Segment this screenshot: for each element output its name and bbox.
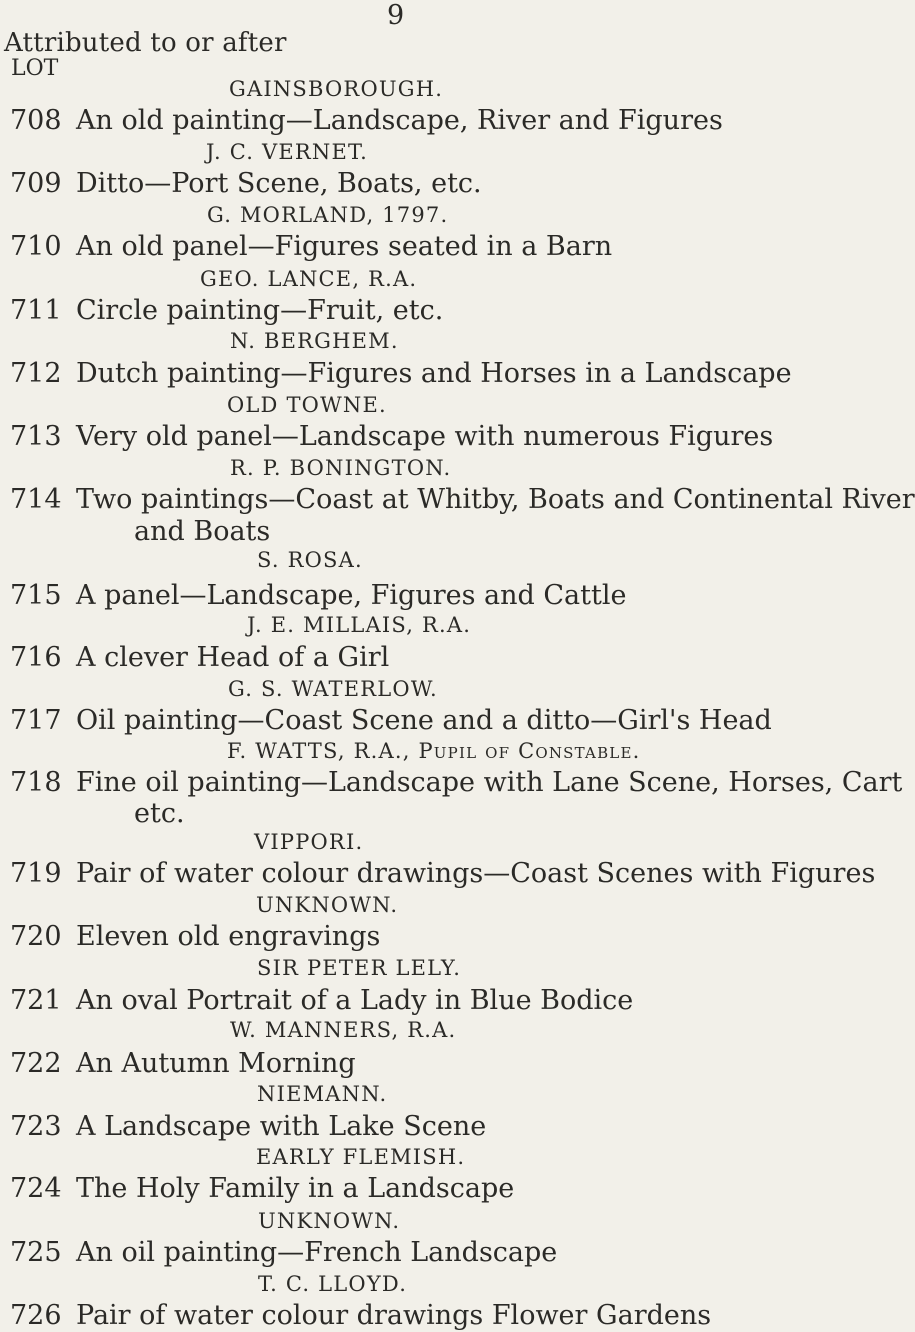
lot-description: A Landscape with Lake Scene xyxy=(76,1111,487,1142)
lot-number: 723 xyxy=(10,1111,62,1142)
page-header: Attributed to or after xyxy=(4,28,287,58)
lot-description: Pair of water colour drawings Flower Gardens xyxy=(76,1300,712,1331)
artist-attribution: EARLY FLEMISH. xyxy=(256,1145,466,1169)
lot-number: 726 xyxy=(10,1300,62,1331)
lot-description: Circle painting—Fruit, etc. xyxy=(76,295,444,326)
lot-description: An old painting—Landscape, River and Figures xyxy=(76,105,723,136)
artist-attribution: G. MORLAND, 1797. xyxy=(207,203,449,227)
lot-number: 717 xyxy=(10,705,62,736)
artist-attribution: GEO. LANCE, R.A. xyxy=(200,267,418,291)
lot-number: 708 xyxy=(10,105,62,136)
lot-description-continued: etc. xyxy=(134,798,185,829)
page-number: 9 xyxy=(387,0,405,31)
lot-description: A panel—Landscape, Figures and Cattle xyxy=(76,580,627,611)
lot-description: Oil painting—Coast Scene and a ditto—Girl's Head xyxy=(76,705,772,736)
artist-attribution: J. E. MILLAIS, R.A. xyxy=(247,613,472,637)
lot-number: 725 xyxy=(10,1237,62,1268)
lot-number: 721 xyxy=(10,985,62,1016)
artist-attribution: GAINSBOROUGH. xyxy=(229,77,444,101)
lot-description: An Autumn Morning xyxy=(76,1048,356,1079)
lot-description: An old panel—Figures seated in a Barn xyxy=(76,231,613,262)
lot-number: 718 xyxy=(10,767,62,798)
artist-attribution: J. C. VERNET. xyxy=(206,140,369,164)
artist-attribution: N. BERGHEM. xyxy=(230,329,399,353)
lot-number: 720 xyxy=(10,921,62,952)
lot-description: An oil painting—French Landscape xyxy=(76,1237,558,1268)
lot-description: A clever Head of a Girl xyxy=(76,642,390,673)
artist-attribution: G. S. WATERLOW. xyxy=(228,677,438,701)
lot-description: Eleven old engravings xyxy=(76,921,381,952)
lot-number: 713 xyxy=(10,421,62,452)
artist-attribution: SIR PETER LELY. xyxy=(257,956,462,980)
lot-number: 710 xyxy=(10,231,62,262)
artist-attribution: F. WATTS, R.A., Pupil of Constable. xyxy=(227,739,641,763)
lot-description: An oval Portrait of a Lady in Blue Bodice xyxy=(76,985,634,1016)
lot-description: Pair of water colour drawings—Coast Scenes with Figures xyxy=(76,858,876,889)
lot-description-continued: and Boats xyxy=(134,516,271,547)
lot-number: 709 xyxy=(10,168,62,199)
artist-attribution: VIPPORI. xyxy=(254,830,364,854)
lot-number: 711 xyxy=(10,295,62,326)
lot-number: 712 xyxy=(10,358,62,389)
artist-attribution: W. MANNERS, R.A. xyxy=(230,1018,457,1042)
lot-number: 716 xyxy=(10,642,62,673)
lot-number: 719 xyxy=(10,858,62,889)
lot-number: 714 xyxy=(10,484,62,515)
artist-attribution: T. C. LLOYD. xyxy=(258,1272,408,1296)
lot-column-label: LOT xyxy=(11,56,59,81)
lot-description: The Holy Family in a Landscape xyxy=(76,1173,515,1204)
artist-attribution: S. ROSA. xyxy=(257,548,363,572)
lot-number: 722 xyxy=(10,1048,62,1079)
lot-description: Fine oil painting—Landscape with Lane Scene, Horses, Cart xyxy=(76,767,903,798)
lot-description: Ditto—Port Scene, Boats, etc. xyxy=(76,168,482,199)
lot-number: 715 xyxy=(10,580,62,611)
artist-attribution: NIEMANN. xyxy=(257,1082,388,1106)
artist-attribution: UNKNOWN. xyxy=(258,1209,401,1233)
lot-description: Two paintings—Coast at Whitby, Boats and Continental River xyxy=(76,484,915,515)
lot-description: Dutch painting—Figures and Horses in a Landscape xyxy=(76,358,792,389)
artist-attribution: UNKNOWN. xyxy=(256,893,399,917)
lot-description: Very old panel—Landscape with numerous Figures xyxy=(76,421,774,452)
artist-attribution: R. P. BONINGTON. xyxy=(230,456,452,480)
lot-number: 724 xyxy=(10,1173,62,1204)
artist-attribution: OLD TOWNE. xyxy=(227,393,387,417)
